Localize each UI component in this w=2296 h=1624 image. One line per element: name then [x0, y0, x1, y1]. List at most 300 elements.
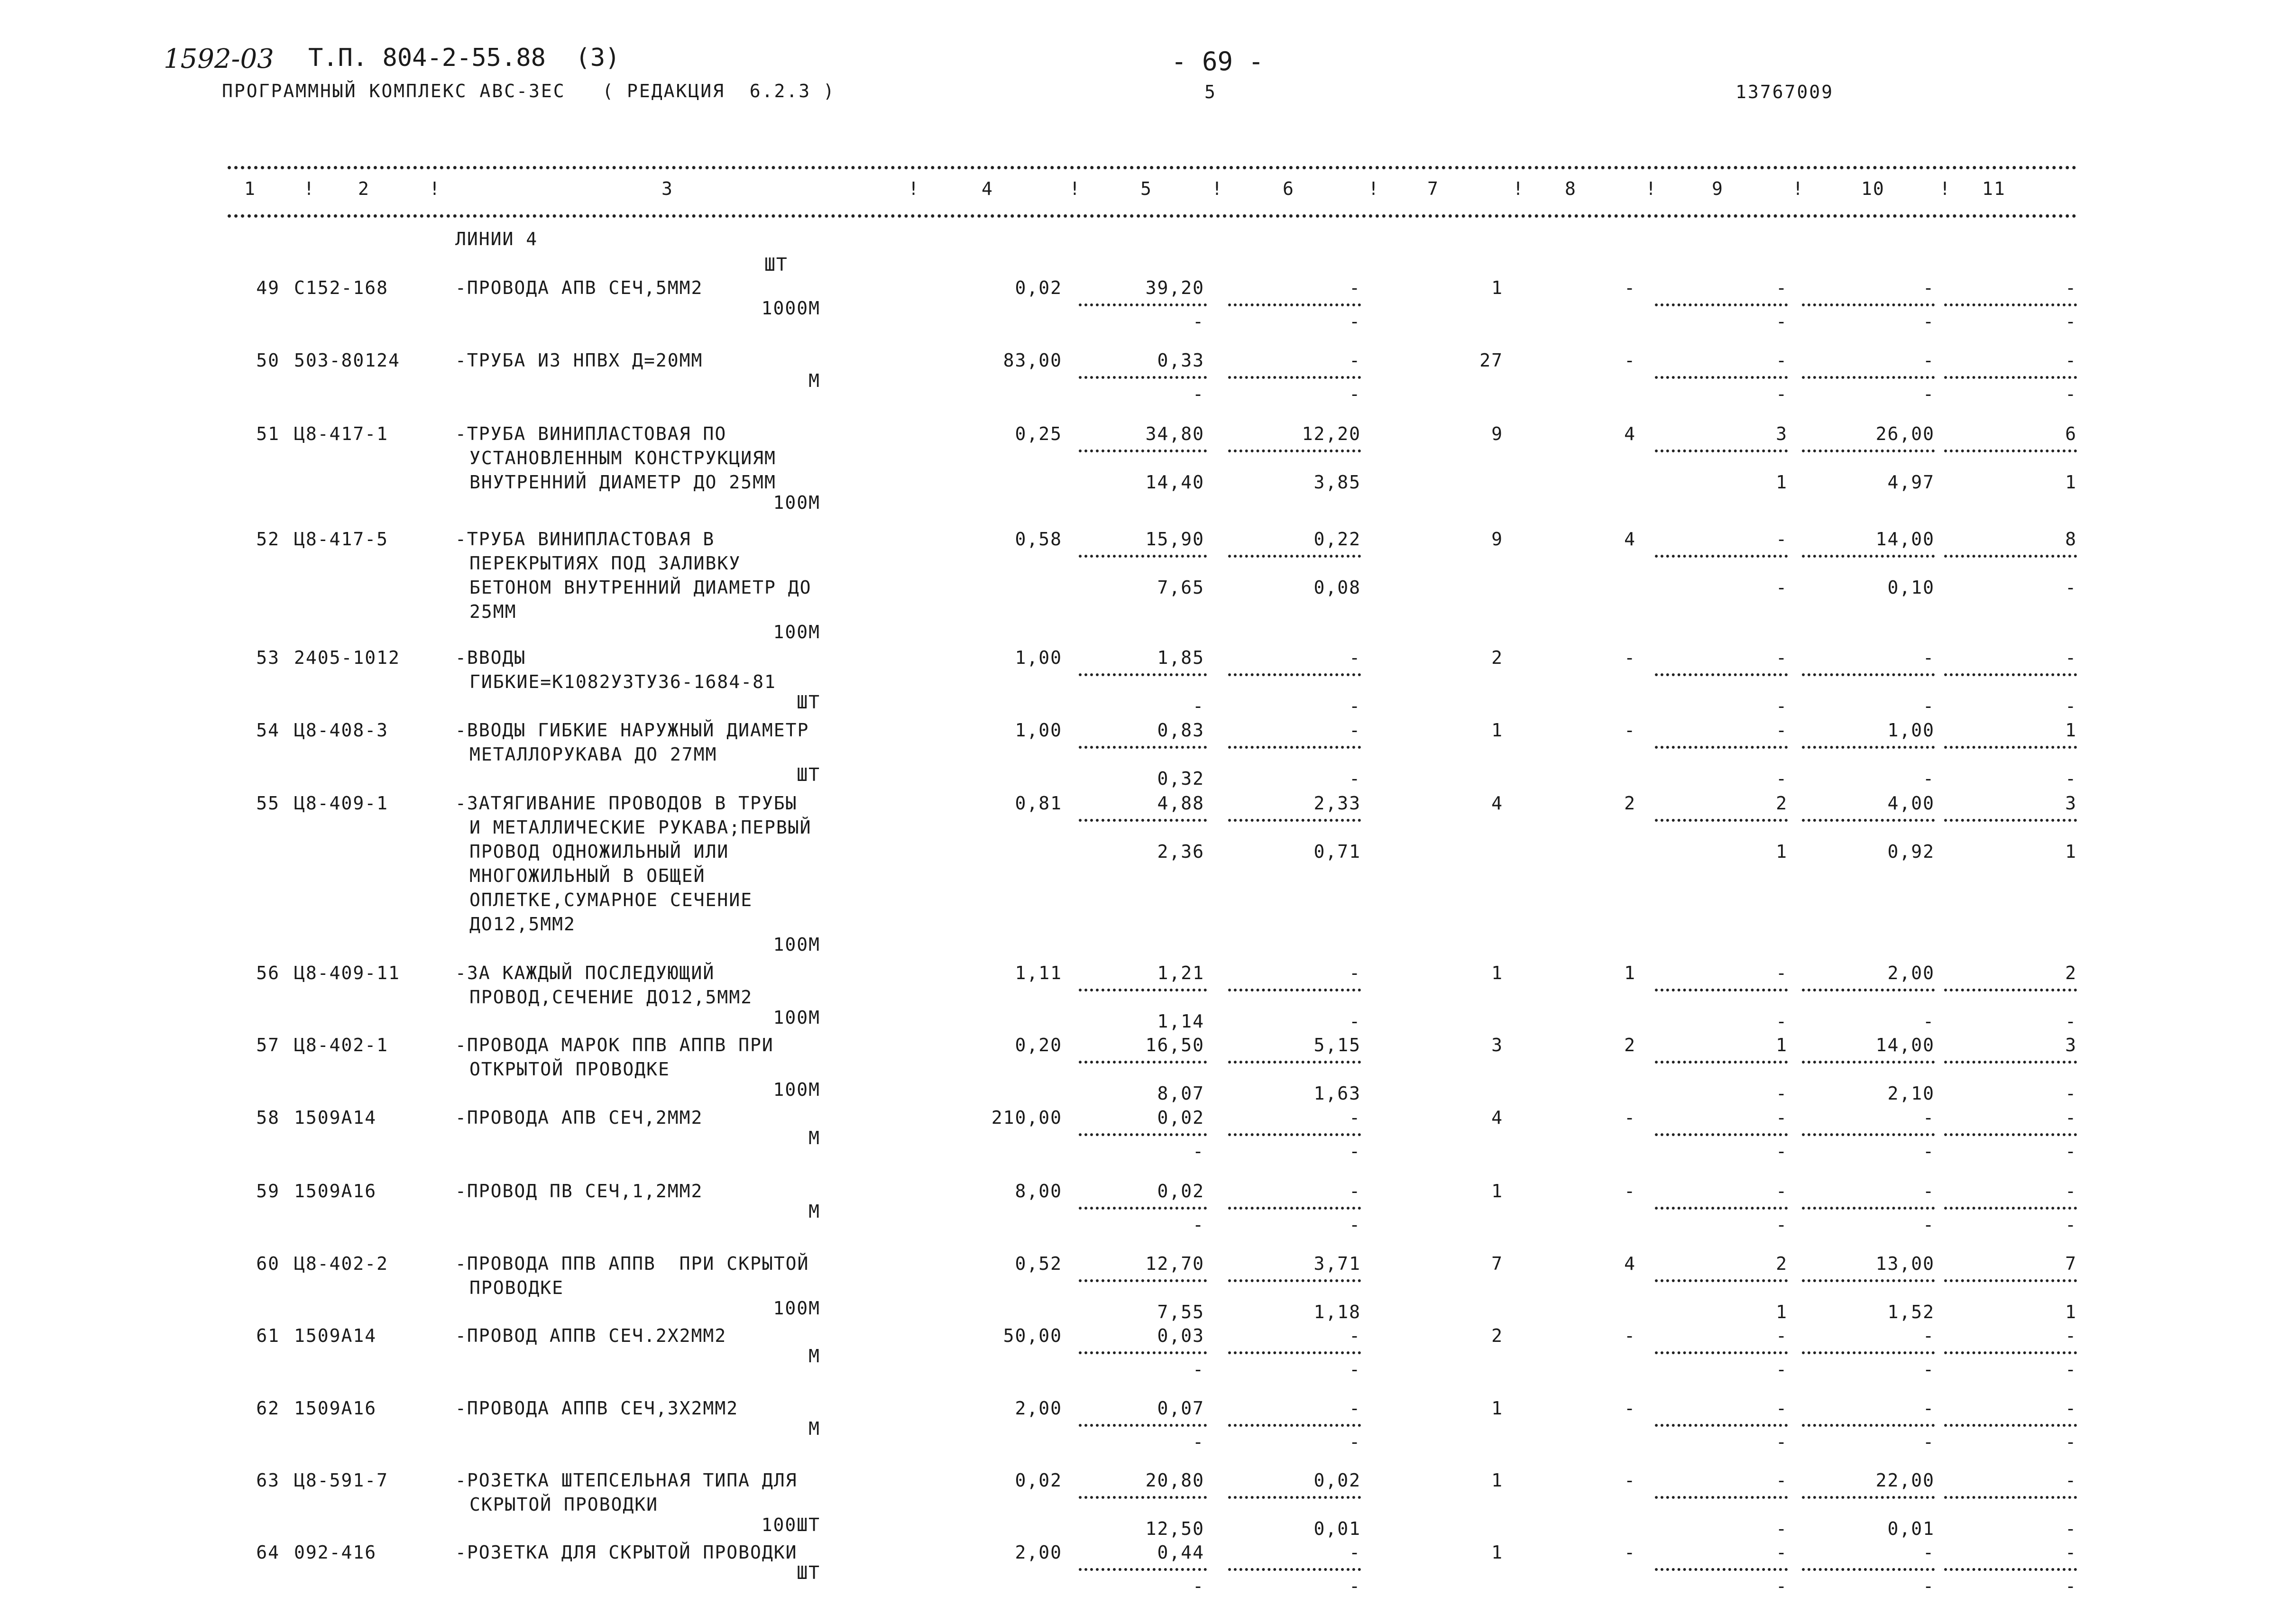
row-col9-divider	[1655, 989, 1788, 991]
row-col10-value: -	[1923, 1107, 1935, 1128]
doc-code: Т.П. 804-2-55.88 (3)	[308, 44, 620, 72]
row-col11-divider	[1944, 1133, 2077, 1136]
row-col11-value: -	[2065, 1325, 2077, 1346]
row-col10-sub: -	[1923, 1011, 1935, 1032]
row-col9-sub: -	[1776, 311, 1788, 332]
row-col9-value: -	[1776, 720, 1788, 741]
row-col9-value: -	[1776, 1107, 1788, 1128]
row-col11-sub: -	[2065, 1141, 2077, 1162]
row-col5-value: 0,07	[1157, 1398, 1204, 1419]
row-col11-divider	[1944, 746, 2077, 749]
column-header-10: 10	[1861, 178, 1885, 199]
row-col6-divider	[1228, 673, 1361, 676]
row-col10-value: 4,00	[1887, 793, 1935, 814]
row-col11-value: -	[2065, 1181, 2077, 1202]
row-quantity: 1,00	[1015, 720, 1062, 741]
row-col5-value: 1,85	[1157, 647, 1204, 668]
column-header-rule	[228, 214, 2077, 218]
row-quantity: 210,00	[991, 1107, 1062, 1128]
row-col10-value: -	[1923, 350, 1935, 371]
row-code: 1509А16	[294, 1398, 377, 1419]
row-col8-value: -	[1624, 720, 1636, 741]
sheet-number: 5	[1204, 82, 1215, 102]
row-description-line: ПРОВОД ОДНОЖИЛЬНЫЙ ИЛИ	[469, 841, 729, 862]
row-col10-divider	[1802, 1279, 1935, 1282]
row-number: 62	[256, 1398, 280, 1419]
row-quantity: 8,00	[1015, 1181, 1062, 1202]
row-col9-sub: -	[1776, 577, 1788, 598]
row-col6-sub: -	[1349, 1011, 1361, 1032]
row-col10-divider	[1802, 746, 1935, 749]
row-col10-divider	[1802, 1424, 1935, 1427]
row-col11-value: -	[2065, 277, 2077, 298]
row-number: 52	[256, 529, 280, 550]
row-col11-sub: -	[2065, 1083, 2077, 1104]
row-col11-divider	[1944, 555, 2077, 558]
row-col11-sub: -	[2065, 696, 2077, 716]
row-col6-divider	[1228, 1568, 1361, 1571]
row-col5-divider	[1079, 1351, 1207, 1354]
row-col9-divider	[1655, 555, 1788, 558]
row-col9-divider	[1655, 746, 1788, 749]
row-code: Ц8-402-2	[294, 1253, 389, 1274]
row-col8-value: -	[1624, 647, 1636, 668]
row-col9-divider	[1655, 1061, 1788, 1064]
row-col9-sub: -	[1776, 1359, 1788, 1380]
row-col6-divider	[1228, 1351, 1361, 1354]
row-col8-value: 4	[1624, 529, 1636, 550]
row-description-line: БЕТОНОМ ВНУТРЕННИЙ ДИАМЕТР ДО	[469, 577, 812, 598]
row-col11-divider	[1944, 1207, 2077, 1210]
row-col9-value: -	[1776, 350, 1788, 371]
row-col11-divider	[1944, 1351, 2077, 1354]
row-col10-sub: 4,97	[1887, 472, 1935, 493]
row-col6-value: -	[1349, 1542, 1361, 1563]
doc-reference: 1592-03	[164, 44, 274, 74]
row-quantity: 83,00	[1003, 350, 1062, 371]
row-col9-value: -	[1776, 1398, 1788, 1419]
row-col5-sub: -	[1193, 384, 1204, 404]
row-description-line: МЕТАЛЛОРУКАВА ДО 27ММ	[469, 744, 717, 765]
column-header-6: 6	[1283, 178, 1295, 199]
row-col5-sub: 1,14	[1157, 1011, 1204, 1032]
row-number: 55	[256, 793, 280, 814]
row-col11-value: 7	[2065, 1253, 2077, 1274]
row-col6-sub: 1,18	[1313, 1302, 1361, 1322]
row-number: 60	[256, 1253, 280, 1274]
row-col10-sub: 1,52	[1887, 1302, 1935, 1322]
row-col5-divider	[1079, 1568, 1207, 1571]
document-number: 13767009	[1736, 82, 1834, 102]
row-col6-value: -	[1349, 1398, 1361, 1419]
row-col9-sub: -	[1776, 1083, 1788, 1104]
row-col5-divider	[1079, 1496, 1207, 1499]
row-col6-value: -	[1349, 647, 1361, 668]
row-col5-value: 0,02	[1157, 1107, 1204, 1128]
row-col6-value: 0,02	[1313, 1470, 1361, 1491]
row-number: 63	[256, 1470, 280, 1491]
row-col10-value: 1,00	[1887, 720, 1935, 741]
row-col6-sub: -	[1349, 311, 1361, 332]
row-quantity: 1,00	[1015, 647, 1062, 668]
row-description-line: -ТРУБА ВИНИПЛАСТОВАЯ ПО	[455, 423, 727, 444]
row-col7-value: 1	[1491, 720, 1503, 741]
row-col6-sub: 0,01	[1313, 1518, 1361, 1539]
row-col9-divider	[1655, 303, 1788, 306]
row-col11-value: -	[2065, 350, 2077, 371]
row-code: 092-416	[294, 1542, 377, 1563]
row-number: 58	[256, 1107, 280, 1128]
row-col6-sub: 0,08	[1313, 577, 1361, 598]
row-col6-value: -	[1349, 350, 1361, 371]
row-col10-sub: 0,92	[1887, 841, 1935, 862]
row-col8-value: 2	[1624, 1035, 1636, 1055]
row-col6-value: -	[1349, 963, 1361, 983]
row-col5-value: 0,83	[1157, 720, 1204, 741]
row-col6-sub: -	[1349, 696, 1361, 716]
row-quantity: 0,52	[1015, 1253, 1062, 1274]
row-col11-sub: -	[2065, 1576, 2077, 1596]
row-description-line: ГИБКИЕ=К1082УЗТУ36-1684-81	[469, 671, 776, 692]
row-col6-value: -	[1349, 277, 1361, 298]
row-col7-value: 3	[1491, 1035, 1503, 1055]
row-description-line: -ЗА КАЖДЫЙ ПОСЛЕДУЮЩИЙ	[455, 963, 715, 983]
row-col6-sub: 1,63	[1313, 1083, 1361, 1104]
row-number: 61	[256, 1325, 280, 1346]
row-code: Ц8-591-7	[294, 1470, 389, 1491]
row-number: 57	[256, 1035, 280, 1055]
row-col11-value: 8	[2065, 529, 2077, 550]
row-col9-sub: -	[1776, 768, 1788, 789]
row-col6-value: 5,15	[1313, 1035, 1361, 1055]
row-col9-sub: -	[1776, 384, 1788, 404]
row-col10-sub: -	[1923, 384, 1935, 404]
column-separator: !	[1069, 178, 1081, 199]
row-col11-sub: -	[2065, 1214, 2077, 1235]
row-unit: 100М	[773, 1298, 820, 1319]
intro-unit: ШТ	[764, 254, 788, 275]
row-quantity: 0,58	[1015, 529, 1062, 550]
row-col9-sub: -	[1776, 1518, 1788, 1539]
row-col5-value: 16,50	[1145, 1035, 1204, 1055]
row-col9-divider	[1655, 1568, 1788, 1571]
row-col6-divider	[1228, 819, 1361, 822]
column-separator: !	[1792, 178, 1804, 199]
row-col10-sub: 0,01	[1887, 1518, 1935, 1539]
row-unit: 1000М	[761, 298, 820, 319]
row-col5-divider	[1079, 1424, 1207, 1427]
row-col6-divider	[1228, 1207, 1361, 1210]
row-col10-divider	[1802, 673, 1935, 676]
row-description-line: -ПРОВОДА АППВ СЕЧ,3Х2ММ2	[455, 1398, 739, 1419]
row-col5-value: 4,88	[1157, 793, 1204, 814]
row-col5-sub: -	[1193, 1576, 1204, 1596]
row-col5-sub: -	[1193, 696, 1204, 716]
row-col6-sub: 3,85	[1313, 472, 1361, 493]
row-col5-sub: 2,36	[1157, 841, 1204, 862]
row-col8-value: 1	[1624, 963, 1636, 983]
row-col5-sub: 14,40	[1145, 472, 1204, 493]
row-col5-divider	[1079, 555, 1207, 558]
row-col10-divider	[1802, 1207, 1935, 1210]
row-code: Ц8-409-1	[294, 793, 389, 814]
row-col6-divider	[1228, 989, 1361, 991]
row-col9-sub: 1	[1776, 841, 1788, 862]
row-col11-divider	[1944, 1279, 2077, 1282]
row-description-line: -РОЗЕТКА ДЛЯ СКРЫТОЙ ПРОВОДКИ	[455, 1542, 798, 1563]
row-description-line: -ЗАТЯГИВАНИЕ ПРОВОДОВ В ТРУБЫ	[455, 793, 798, 814]
row-col10-value: 14,00	[1875, 529, 1935, 550]
row-col7-value: 2	[1491, 1325, 1503, 1346]
row-col11-divider	[1944, 1061, 2077, 1064]
row-col10-sub: -	[1923, 768, 1935, 789]
row-col10-sub: -	[1923, 1359, 1935, 1380]
row-col6-sub: -	[1349, 1431, 1361, 1452]
row-col11-sub: -	[2065, 384, 2077, 404]
row-unit: 100М	[773, 622, 820, 642]
row-col5-value: 1,21	[1157, 963, 1204, 983]
row-col11-sub: 1	[2065, 1302, 2077, 1322]
row-description-line: -ПРОВОДА МАРОК ППВ АППВ ПРИ	[455, 1035, 774, 1055]
row-col11-divider	[1944, 1568, 2077, 1571]
row-col6-divider	[1228, 303, 1361, 306]
row-col5-divider	[1079, 376, 1207, 379]
row-col10-value: 13,00	[1875, 1253, 1935, 1274]
row-quantity: 0,81	[1015, 793, 1062, 814]
row-col9-value: -	[1776, 1325, 1788, 1346]
row-col5-divider	[1079, 303, 1207, 306]
row-code: 2405-1012	[294, 647, 400, 668]
row-col6-divider	[1228, 555, 1361, 558]
row-col10-value: -	[1923, 1398, 1935, 1419]
row-number: 50	[256, 350, 280, 371]
row-col8-value: -	[1624, 1325, 1636, 1346]
row-col11-sub: 1	[2065, 841, 2077, 862]
row-description-line: -ПРОВОД ПВ СЕЧ,1,2ММ2	[455, 1181, 703, 1202]
row-col11-value: 3	[2065, 793, 2077, 814]
row-col5-value: 20,80	[1145, 1470, 1204, 1491]
row-unit: М	[808, 1346, 820, 1367]
row-col10-value: 26,00	[1875, 423, 1935, 444]
row-col10-sub: -	[1923, 696, 1935, 716]
row-col7-value: 4	[1491, 1107, 1503, 1128]
row-col11-sub: -	[2065, 1359, 2077, 1380]
row-col10-value: -	[1923, 277, 1935, 298]
row-number: 64	[256, 1542, 280, 1563]
column-separator: !	[1212, 178, 1223, 199]
row-unit: М	[808, 1201, 820, 1222]
row-col10-divider	[1802, 1496, 1935, 1499]
row-number: 49	[256, 277, 280, 298]
row-unit: М	[808, 370, 820, 391]
row-col9-sub: -	[1776, 1214, 1788, 1235]
row-col11-divider	[1944, 450, 2077, 452]
row-col11-divider	[1944, 303, 2077, 306]
row-col11-sub: -	[2065, 1518, 2077, 1539]
row-col7-value: 1	[1491, 963, 1503, 983]
row-quantity: 0,02	[1015, 1470, 1062, 1491]
row-col11-divider	[1944, 989, 2077, 991]
row-col8-value: 2	[1624, 793, 1636, 814]
row-col5-sub: -	[1193, 1141, 1204, 1162]
row-col5-value: 0,03	[1157, 1325, 1204, 1346]
row-col7-value: 9	[1491, 423, 1503, 444]
row-col6-divider	[1228, 376, 1361, 379]
row-col5-sub: -	[1193, 1359, 1204, 1380]
row-col11-value: -	[2065, 1542, 2077, 1563]
column-header-7: 7	[1427, 178, 1439, 199]
row-col6-value: 3,71	[1313, 1253, 1361, 1274]
row-col6-value: 12,20	[1302, 423, 1361, 444]
row-code: Ц8-417-5	[294, 529, 389, 550]
row-col5-sub: 7,55	[1157, 1302, 1204, 1322]
column-header-11: 11	[1982, 178, 2006, 199]
row-col5-divider	[1079, 819, 1207, 822]
row-description-line: -ПРОВОДА ППВ АППВ ПРИ СКРЫТОЙ	[455, 1253, 809, 1274]
row-col10-value: 14,00	[1875, 1035, 1935, 1055]
row-col5-value: 12,70	[1145, 1253, 1204, 1274]
row-col10-value: -	[1923, 647, 1935, 668]
row-col11-value: 1	[2065, 720, 2077, 741]
row-col5-sub: -	[1193, 311, 1204, 332]
row-col10-value: 2,00	[1887, 963, 1935, 983]
row-col8-value: -	[1624, 277, 1636, 298]
column-header-9: 9	[1712, 178, 1724, 199]
row-col10-value: 22,00	[1875, 1470, 1935, 1491]
row-quantity: 2,00	[1015, 1398, 1062, 1419]
row-col6-value: -	[1349, 1107, 1361, 1128]
row-code: Ц8-417-1	[294, 423, 389, 444]
row-col10-divider	[1802, 819, 1935, 822]
row-col9-value: -	[1776, 1542, 1788, 1563]
row-col7-value: 1	[1491, 1470, 1503, 1491]
row-col9-value: 2	[1776, 793, 1788, 814]
row-col9-divider	[1655, 1207, 1788, 1210]
row-col6-sub: 0,71	[1313, 841, 1361, 862]
column-separator: !	[1939, 178, 1951, 199]
row-description-line: МНОГОЖИЛЬНЫЙ В ОБЩЕЙ	[469, 865, 706, 886]
row-quantity: 0,25	[1015, 423, 1062, 444]
row-col6-divider	[1228, 1133, 1361, 1136]
row-code: 1509А14	[294, 1325, 377, 1346]
row-col5-value: 0,44	[1157, 1542, 1204, 1563]
row-code: 503-80124	[294, 350, 400, 371]
row-col8-value: 4	[1624, 423, 1636, 444]
row-col9-sub: -	[1776, 1141, 1788, 1162]
row-col10-divider	[1802, 303, 1935, 306]
row-col9-divider	[1655, 1351, 1788, 1354]
row-col5-sub: 8,07	[1157, 1083, 1204, 1104]
row-col8-value: -	[1624, 1542, 1636, 1563]
row-code: С152-168	[294, 277, 389, 298]
row-col9-value: -	[1776, 277, 1788, 298]
row-code: Ц8-402-1	[294, 1035, 389, 1055]
row-code: 1509А14	[294, 1107, 377, 1128]
row-unit: ШТ	[797, 1562, 820, 1583]
row-col5-divider	[1079, 1207, 1207, 1210]
row-col9-value: 2	[1776, 1253, 1788, 1274]
row-quantity: 1,11	[1015, 963, 1062, 983]
row-col6-sub: -	[1349, 1141, 1361, 1162]
row-col11-sub: -	[2065, 577, 2077, 598]
row-col11-divider	[1944, 1424, 2077, 1427]
row-unit: 100М	[773, 1007, 820, 1028]
row-col9-sub: 1	[1776, 1302, 1788, 1322]
row-col10-divider	[1802, 1351, 1935, 1354]
row-col8-value: -	[1624, 1398, 1636, 1419]
row-quantity: 2,00	[1015, 1542, 1062, 1563]
row-col7-value: 1	[1491, 277, 1503, 298]
row-description-line: УСТАНОВЛЕННЫМ КОНСТРУКЦИЯМ	[469, 448, 776, 468]
row-description-line: ПРОВОДКЕ	[469, 1277, 564, 1298]
intro-text: ЛИНИИ 4	[455, 229, 538, 249]
row-unit: 100М	[773, 1079, 820, 1100]
row-col10-divider	[1802, 1568, 1935, 1571]
column-header-3: 3	[661, 178, 673, 199]
row-col6-value: -	[1349, 1325, 1361, 1346]
row-description-line: -ПРОВОД АППВ СЕЧ.2Х2ММ2	[455, 1325, 727, 1346]
row-col10-divider	[1802, 1061, 1935, 1064]
row-col9-sub: 1	[1776, 472, 1788, 493]
row-col5-value: 15,90	[1145, 529, 1204, 550]
column-separator: !	[908, 178, 920, 199]
column-header-5: 5	[1140, 178, 1152, 199]
row-col11-value: 3	[2065, 1035, 2077, 1055]
column-separator: !	[303, 178, 315, 199]
row-col9-value: -	[1776, 1181, 1788, 1202]
row-col10-divider	[1802, 1133, 1935, 1136]
column-separator: !	[1513, 178, 1525, 199]
row-col5-sub: 12,50	[1145, 1518, 1204, 1539]
row-col11-divider	[1944, 673, 2077, 676]
row-col8-value: 4	[1624, 1253, 1636, 1274]
column-separator: !	[1645, 178, 1657, 199]
row-col9-divider	[1655, 819, 1788, 822]
row-col7-value: 1	[1491, 1542, 1503, 1563]
row-number: 53	[256, 647, 280, 668]
row-col6-divider	[1228, 450, 1361, 452]
row-col10-value: -	[1923, 1325, 1935, 1346]
row-unit: 100М	[773, 934, 820, 955]
row-description-line: ОПЛЕТКЕ,СУМАРНОЕ СЕЧЕНИЕ	[469, 890, 753, 910]
row-col6-sub: -	[1349, 1359, 1361, 1380]
row-col5-divider	[1079, 746, 1207, 749]
row-col10-divider	[1802, 989, 1935, 991]
row-col5-sub: -	[1193, 1431, 1204, 1452]
row-col10-value: -	[1923, 1542, 1935, 1563]
row-unit: М	[808, 1128, 820, 1148]
row-col7-value: 7	[1491, 1253, 1503, 1274]
row-col11-value: -	[2065, 1398, 2077, 1419]
row-col9-value: -	[1776, 963, 1788, 983]
row-col9-sub: -	[1776, 696, 1788, 716]
row-unit: М	[808, 1418, 820, 1439]
column-header-2: 2	[358, 178, 370, 199]
row-col5-divider	[1079, 1061, 1207, 1064]
row-col9-divider	[1655, 1424, 1788, 1427]
row-col6-divider	[1228, 1424, 1361, 1427]
column-header-1: 1	[244, 178, 256, 199]
row-col10-sub: -	[1923, 1576, 1935, 1596]
row-description-line: 25ММ	[469, 601, 517, 622]
row-col9-divider	[1655, 450, 1788, 452]
row-col8-value: -	[1624, 1470, 1636, 1491]
row-description-line: ВНУТРЕННИЙ ДИАМЕТР ДО 25ММ	[469, 472, 776, 493]
row-col11-sub: -	[2065, 768, 2077, 789]
row-col9-divider	[1655, 376, 1788, 379]
row-col11-value: -	[2065, 1470, 2077, 1491]
row-col5-divider	[1079, 450, 1207, 452]
